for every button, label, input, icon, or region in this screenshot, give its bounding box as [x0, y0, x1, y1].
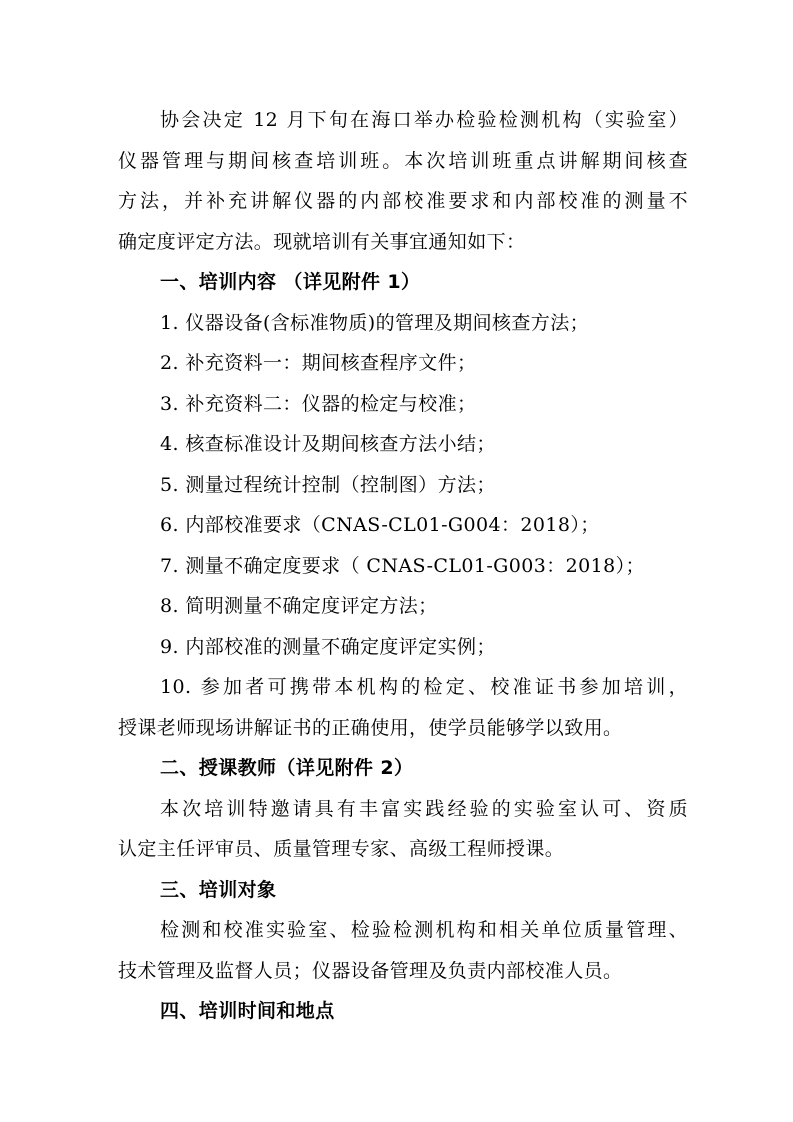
section-4-heading: 四、培训时间和地点	[160, 1000, 335, 1022]
list-item-10-line-1: 10. 参加者可携带本机构的检定、校准证书参加培训，	[160, 676, 688, 698]
section-2-line-2: 认定主任评审员、质量管理专家、高级工程师授课。	[118, 838, 565, 860]
list-item-10-line-2: 授课老师现场讲解证书的正确使用，使学员能够学以致用。	[118, 716, 623, 739]
section-2-paragraph	[118, 789, 688, 870]
list-item: 7. 测量不确定度要求（ CNAS-CL01-G003：2018）；	[160, 554, 645, 577]
list-item: 4. 核查标准设计及期间核查方法小结；	[160, 433, 496, 455]
intro-line-4: 确定度评定方法。现就培训有关事宜通知如下：	[118, 230, 526, 253]
training-content-list	[118, 303, 688, 749]
section-3-heading: 三、培训对象	[160, 878, 277, 901]
intro-paragraph	[118, 100, 688, 262]
intro-line-2: 仪器管理与期间核查培训班。本次培训班重点讲解期间核查	[118, 149, 688, 172]
section-2-heading: 二、授课教师（详见附件 2）	[160, 757, 414, 779]
list-item: 1. 仪器设备(含标准物质)的管理及期间核查方法；	[160, 311, 589, 334]
list-item: 3. 补充资料二：仪器的检定与校准；	[160, 392, 477, 415]
section-3-line-1: 检测和校准实验室、检验检测机构和相关单位质量管理、	[160, 919, 688, 941]
intro-line-3: 方法，并补充讲解仪器的内部校准要求和内部校准的测量不	[118, 190, 688, 212]
list-item: 2. 补充资料一：期间核查程序文件；	[160, 352, 477, 374]
list-item: 9. 内部校准的测量不确定度评定实例；	[160, 635, 496, 658]
document-body	[118, 100, 688, 1032]
list-item: 8. 简明测量不确定度评定方法；	[160, 595, 438, 617]
section-3-paragraph	[118, 910, 688, 991]
section-2-line-1: 本次培训特邀请具有丰富实践经验的实验室认可、资质	[160, 797, 688, 820]
intro-line-1: 协会决定 12 月下旬在海口举办检验检测机构（实验室）	[160, 109, 688, 131]
list-item: 5. 测量过程统计控制（控制图）方法；	[160, 473, 496, 496]
section-3-line-2: 技术管理及监督人员；仪器设备管理及负责内部校准人员。	[118, 959, 623, 982]
list-item: 6. 内部校准要求（CNAS-CL01-G004：2018）；	[160, 514, 600, 536]
section-1-heading: 一、培训内容 （详见附件 1）	[160, 271, 421, 293]
